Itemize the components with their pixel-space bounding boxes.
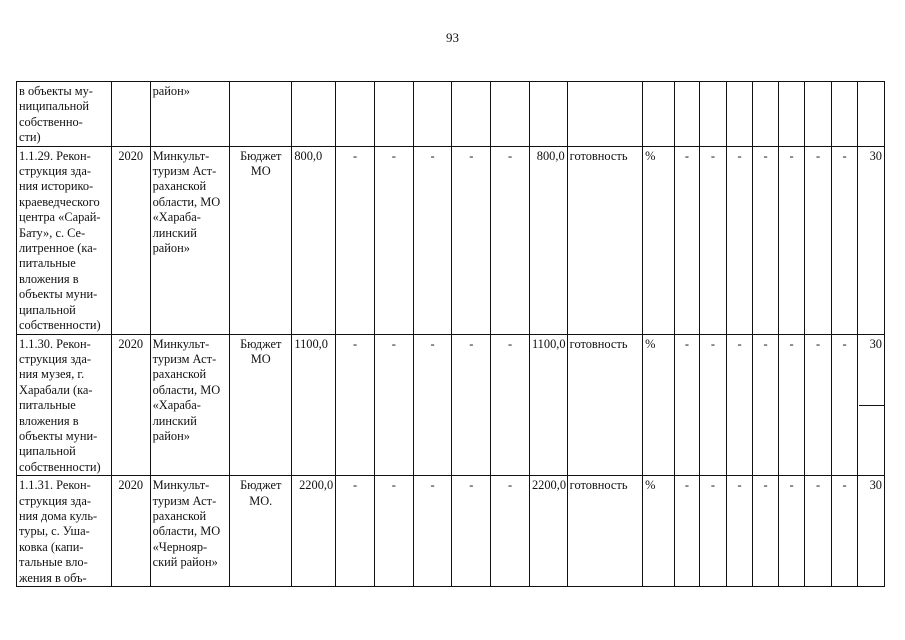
indicator-cell — [567, 82, 642, 147]
dash-cell: - — [674, 334, 699, 476]
activity-name-cell — [17, 146, 112, 334]
dash-cell: - — [413, 146, 452, 334]
target-value: 30 — [858, 476, 885, 587]
year: 2020 — [111, 476, 150, 587]
empty-cell — [700, 82, 727, 147]
activity-name: 1.1.30. Рекон- струкция зда- ния музея, г. Харабали (ка- питальные вложения в объекты муни- ципальной собственности) — [19, 336, 101, 474]
empty-cell — [674, 82, 699, 147]
table-row — [17, 476, 885, 587]
table-row — [17, 82, 885, 147]
dash-cell: - — [452, 476, 491, 587]
executor: Минкульт- туризм Аст- раханской области, МО «Хараба- линский район» — [152, 148, 221, 256]
executor: Минкульт- туризм Аст- раханской области, МО «Хараба- линский район» — [152, 336, 221, 443]
indicator-name: готовность — [567, 476, 642, 587]
executor: Минкульт- туризм Аст- раханской области, МО «Чернояр- ский район» — [152, 478, 221, 570]
dash-cell: - — [778, 476, 805, 587]
empty-cell — [336, 82, 375, 147]
total-funding: 1100,0 — [292, 334, 336, 476]
dash-cell: - — [726, 476, 753, 587]
dash-cell: - — [753, 334, 778, 476]
cell-divider-line — [859, 405, 885, 406]
dash-cell: - — [831, 476, 858, 587]
table-row — [17, 334, 885, 476]
dash-cell: - — [753, 476, 778, 587]
empty-cell — [831, 82, 858, 147]
activity-name-cell — [17, 82, 112, 147]
year-amount: 2200,0 — [529, 476, 567, 587]
indicator-unit: % — [643, 476, 675, 587]
dash-cell: - — [778, 334, 805, 476]
dash-cell: - — [413, 476, 452, 587]
activity-name: в объекты му- ниципальной собственно- сти) — [19, 84, 93, 145]
indicator-unit: % — [643, 334, 675, 476]
dash-cell: - — [491, 146, 530, 334]
activity-name: 1.1.29. Рекон- струкция зда- ния историко- краеведческого центра «Сарай- Бату», с. Се- литренное (ка- питальные вложения в объекты муни- ципальной собственности) — [19, 148, 101, 333]
dash-cell: - — [413, 334, 452, 476]
dash-cell: - — [336, 146, 375, 334]
amount-cell — [529, 82, 567, 147]
activity-name-cell — [17, 476, 112, 587]
dash-cell: - — [374, 334, 413, 476]
empty-cell — [413, 82, 452, 147]
total-funding: 2200,0 — [292, 476, 336, 587]
page-number: 93 — [446, 30, 459, 45]
dash-cell: - — [491, 476, 530, 587]
dash-cell: - — [805, 476, 832, 587]
target-value: 30 — [858, 334, 885, 476]
indicator-name: готовность — [567, 334, 642, 476]
dash-cell: - — [674, 146, 699, 334]
empty-cell — [753, 82, 778, 147]
empty-cell — [805, 82, 832, 147]
dash-cell: - — [753, 146, 778, 334]
dash-cell: - — [805, 146, 832, 334]
activity-name-cell — [17, 334, 112, 476]
empty-cell — [374, 82, 413, 147]
year: 2020 — [111, 146, 150, 334]
dash-cell: - — [452, 334, 491, 476]
executor-cell — [150, 334, 230, 476]
executor-cell — [150, 82, 230, 147]
target-value: 30 — [858, 146, 885, 334]
activity-name: 1.1.31. Рекон- струкция зда- ния дома куль- туры, с. Уша- ковка (капи- тальные вло- жения в объ- — [19, 478, 98, 585]
empty-cell — [778, 82, 805, 147]
unit-cell — [643, 82, 675, 147]
dash-cell: - — [491, 334, 530, 476]
funding-source: Бюджет МО. — [230, 476, 292, 587]
empty-cell — [726, 82, 753, 147]
dash-cell: - — [726, 334, 753, 476]
dash-cell: - — [805, 334, 832, 476]
dash-cell: - — [374, 146, 413, 334]
dash-cell: - — [726, 146, 753, 334]
dash-cell: - — [831, 146, 858, 334]
table-row — [17, 146, 885, 334]
program-table — [16, 81, 885, 587]
dash-cell: - — [700, 334, 727, 476]
dash-cell: - — [700, 476, 727, 587]
total-funding: 800,0 — [292, 146, 336, 334]
dash-cell: - — [374, 476, 413, 587]
dash-cell: - — [336, 476, 375, 587]
funding-source: Бюджет МО — [230, 146, 292, 334]
dash-cell: - — [452, 146, 491, 334]
dash-cell: - — [336, 334, 375, 476]
dash-cell: - — [778, 146, 805, 334]
empty-cell — [452, 82, 491, 147]
year: 2020 — [111, 334, 150, 476]
dash-cell: - — [700, 146, 727, 334]
total-cell — [292, 82, 336, 147]
executor-cell — [150, 476, 230, 587]
year-amount: 800,0 — [529, 146, 567, 334]
year-cell — [111, 82, 150, 147]
source-cell — [230, 82, 292, 147]
dash-cell: - — [831, 334, 858, 476]
dash-cell: - — [674, 476, 699, 587]
target-cell — [858, 82, 885, 147]
funding-source: Бюджет МО — [230, 334, 292, 476]
indicator-name: готовность — [567, 146, 642, 334]
indicator-unit: % — [643, 146, 675, 334]
executor: район» — [152, 84, 190, 98]
executor-cell — [150, 146, 230, 334]
year-amount: 1100,0 — [529, 334, 567, 476]
empty-cell — [491, 82, 530, 147]
